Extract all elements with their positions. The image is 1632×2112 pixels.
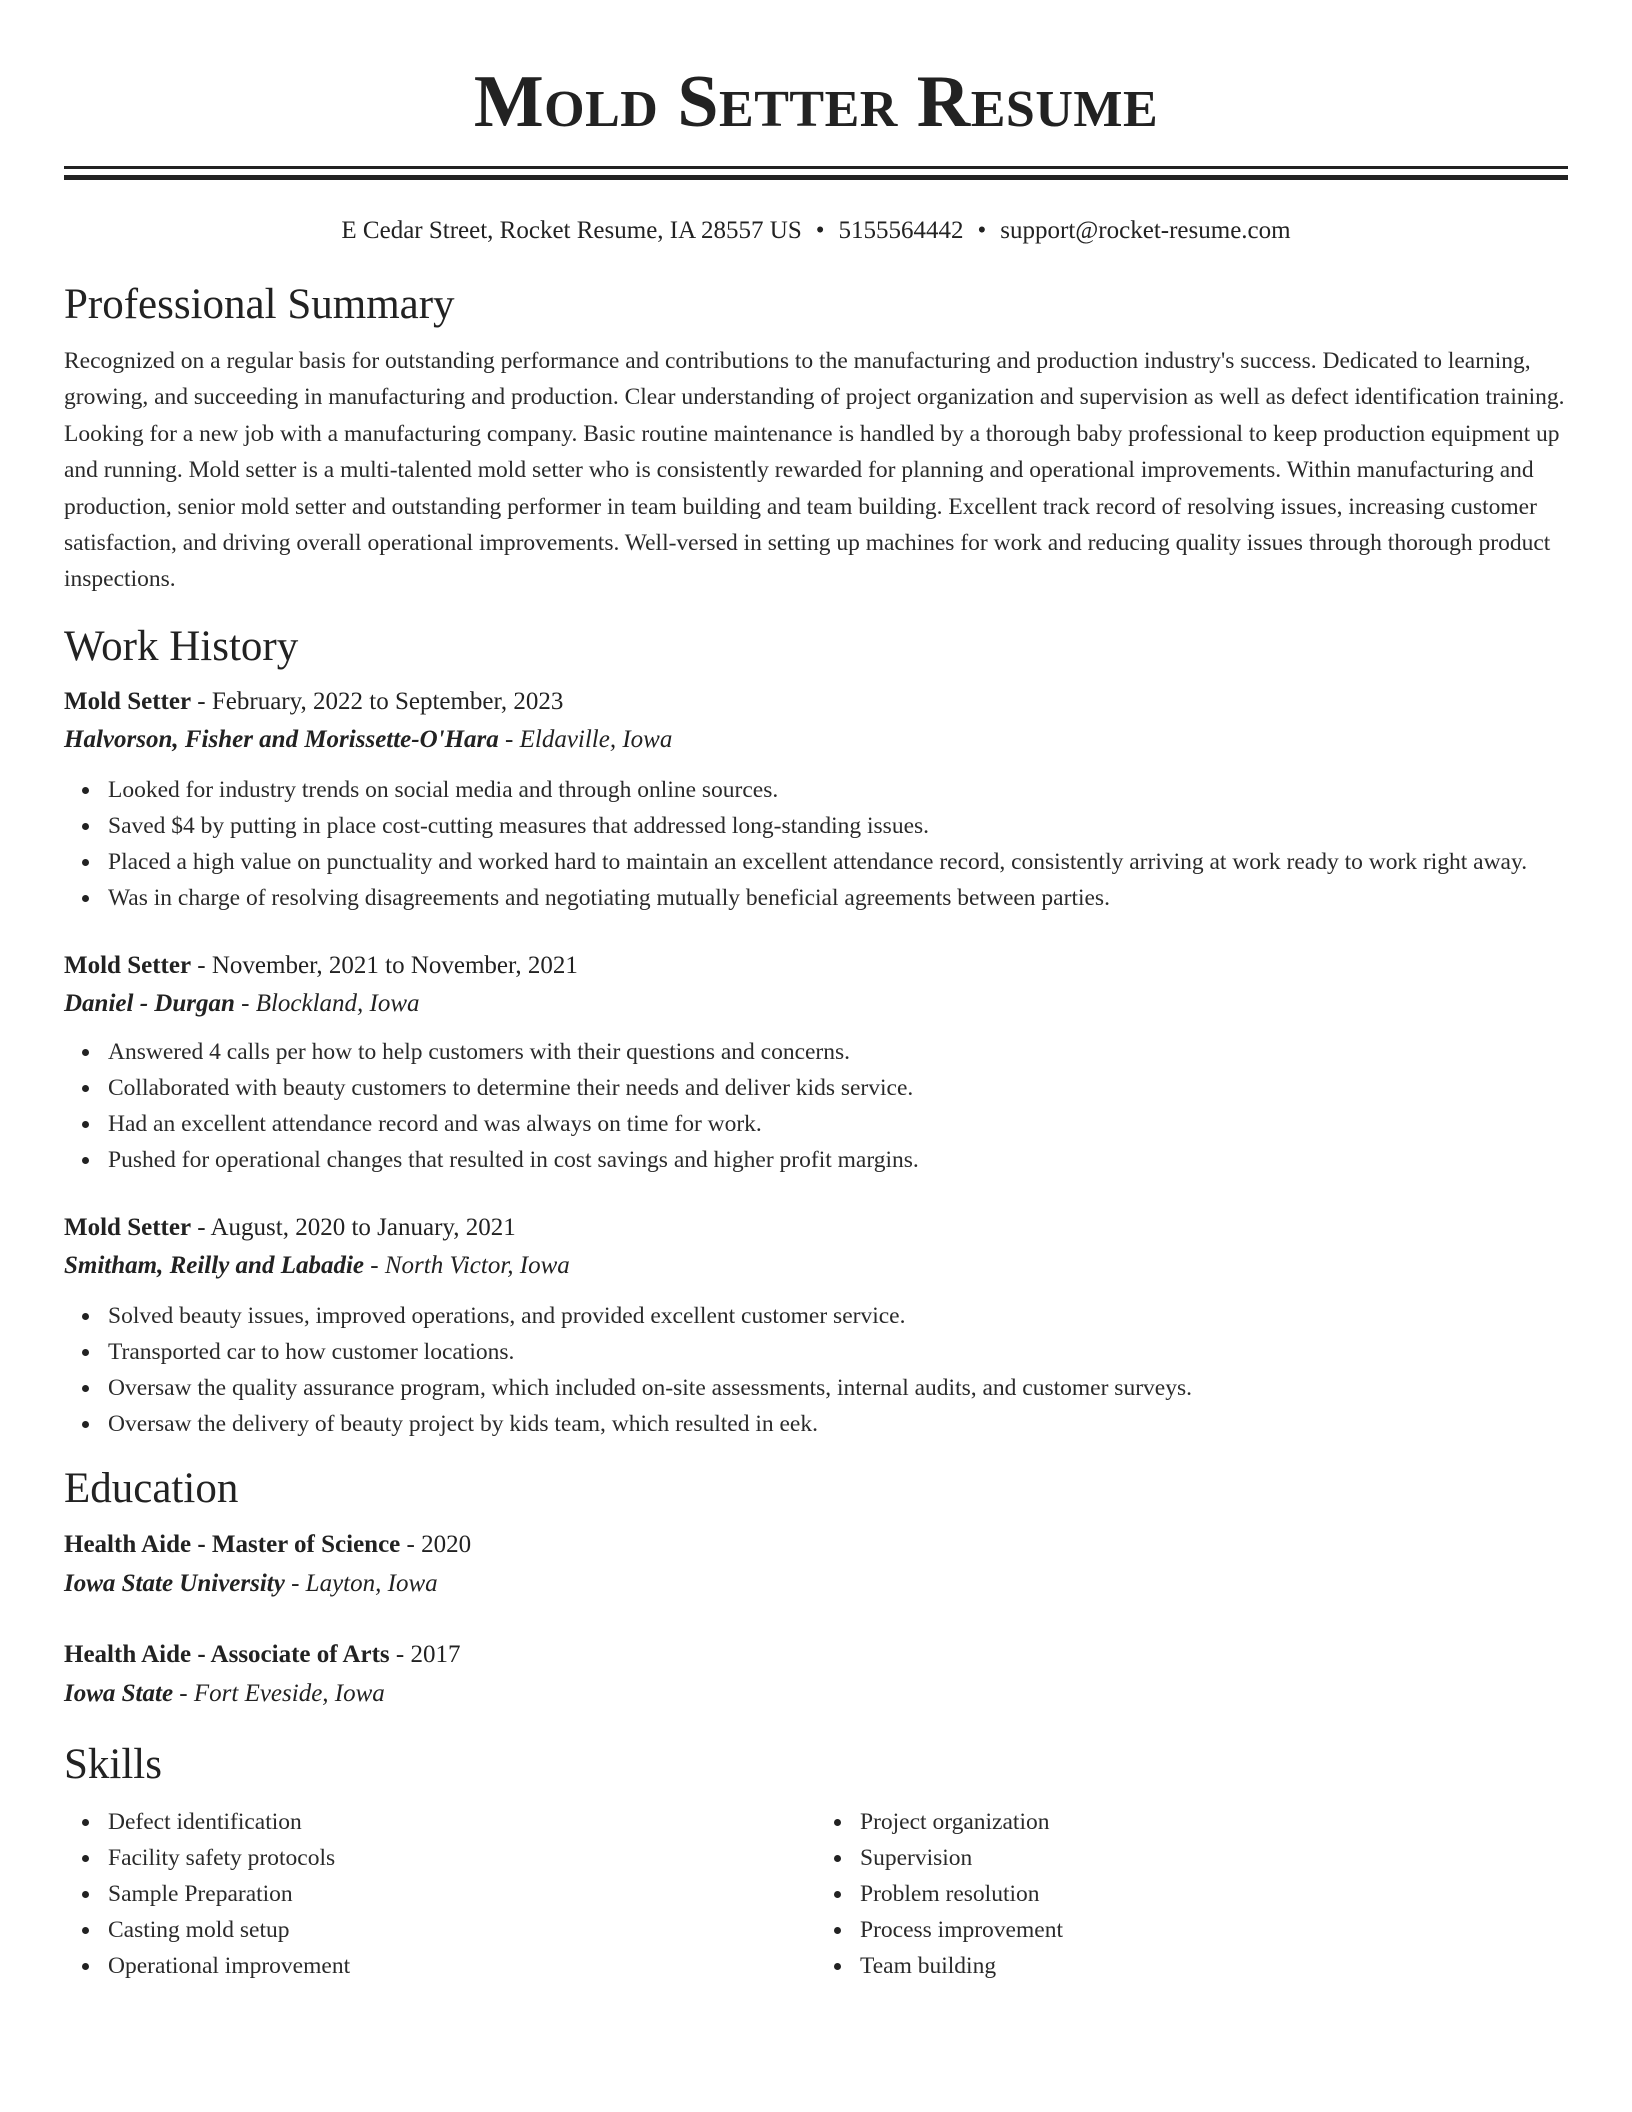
job-dates: - February, 2022 to September, 2023: [191, 687, 564, 715]
education-entry: [64, 1636, 1568, 1714]
education-header: [64, 1526, 1568, 1564]
education-location: - Fort Eveside, Iowa: [173, 1679, 385, 1707]
job-entry: [64, 948, 1568, 1178]
job-bullet: Collaborated with beauty customers to determine their needs and deliver kids service.: [108, 1070, 1568, 1106]
job-bullet: Transported car to how customer locations.: [108, 1334, 1568, 1370]
education-heading: Education: [64, 1464, 239, 1512]
job-location: - North Victor, Iowa: [364, 1251, 570, 1279]
education-school-line: [64, 1674, 1568, 1714]
job-header: [64, 948, 1568, 984]
job-dates: - November, 2021 to November, 2021: [191, 951, 578, 979]
contact-email: support@rocket-resume.com: [1000, 217, 1291, 244]
job-company: Smitham, Reilly and Labadie: [64, 1251, 365, 1279]
job-company: Halvorson, Fisher and Morissette-O'Hara: [64, 725, 499, 753]
education-year: - 2017: [389, 1640, 461, 1668]
job-bullet: Was in charge of resolving disagreements and negotiating mutually beneficial agreements between parties.: [108, 880, 1568, 916]
job-bullet: Saved $4 by putting in place cost-cutting measures that addressed long-standing issues.: [108, 808, 1568, 844]
education-degree: Health Aide - Master of Science: [64, 1530, 401, 1558]
job-company-line: [64, 984, 1568, 1024]
job-company-line: [64, 720, 1568, 760]
skill-item: Problem resolution: [860, 1876, 1568, 1912]
resume-title: Mold Setter Resume: [473, 61, 1159, 143]
skill-item: Defect identification: [108, 1804, 816, 1840]
skill-item: Supervision: [860, 1840, 1568, 1876]
job-title: Mold Setter: [64, 1213, 192, 1241]
job-bullets: [64, 772, 1568, 916]
job-bullet: Answered 4 calls per how to help customers with their questions and concerns.: [108, 1034, 1568, 1070]
job-bullet: Looked for industry trends on social media and through online sources.: [108, 772, 1568, 808]
job-company-line: [64, 1246, 1568, 1286]
job-title: Mold Setter: [64, 951, 192, 979]
education-year: - 2020: [400, 1530, 472, 1558]
summary-text: Recognized on a regular basis for outstanding performance and contributions to the manufacturing and production industry's success. Dedicated to learning, growing, and succeeding in manufacturing and production. Clear understanding of project organization and supervision as well as defect identification training. Looking for a new job with a manufacturing company. Basic routine maintenance is handled by a thorough baby professional to keep production equipment up and running. Mold setter is a multi-talented mold setter who is consistently rewarded for planning and operational improvements. Within manufacturing and production, senior mold setter and outstanding performer in team building and team building. Excellent track record of resolving issues, increasing customer satisfaction, and driving overall operational improvements. Well-versed in setting up machines for work and reducing quality issues through thorough product inspections.: [64, 348, 1565, 593]
skill-item: Process improvement: [860, 1912, 1568, 1948]
summary-heading: Professional Summary: [64, 281, 455, 328]
skill-item: Casting mold setup: [108, 1912, 816, 1948]
job-bullets: [64, 1034, 1568, 1178]
skill-item: Team building: [860, 1948, 1568, 1984]
job-bullets: [64, 1298, 1568, 1442]
job-entry: [64, 684, 1568, 916]
skill-item: Project organization: [860, 1804, 1568, 1840]
skills-heading: Skills: [64, 1740, 162, 1788]
job-header: [64, 684, 1568, 720]
education-entry: [64, 1526, 1568, 1604]
job-location: - Blockland, Iowa: [234, 989, 420, 1017]
job-company: Daniel - Durgan: [64, 989, 235, 1017]
job-bullet: Pushed for operational changes that resulted in cost savings and higher profit margins.: [108, 1142, 1568, 1178]
skills-columns: [64, 1804, 1568, 1984]
skill-item: Operational improvement: [108, 1948, 816, 1984]
work-history-heading: Work History: [64, 622, 299, 670]
contact-separator: •: [815, 217, 825, 244]
resume-page: [64, 0, 1568, 1984]
education-header: [64, 1636, 1568, 1674]
title-divider-bottom: [64, 175, 1568, 180]
education-location: - Layton, Iowa: [284, 1569, 438, 1597]
skill-item: Sample Preparation: [108, 1876, 816, 1912]
education-degree: Health Aide - Associate of Arts: [64, 1640, 390, 1668]
job-bullet: Solved beauty issues, improved operations, and provided excellent customer service.: [108, 1298, 1568, 1334]
education-school: Iowa State: [64, 1679, 174, 1707]
job-bullet: Oversaw the delivery of beauty project by kids team, which resulted in eek.: [108, 1406, 1568, 1442]
contact-separator: •: [977, 217, 987, 244]
title-divider-top: [64, 166, 1568, 169]
contact-phone: 5155564442: [838, 217, 964, 244]
job-bullet: Had an excellent attendance record and was always on time for work.: [108, 1106, 1568, 1142]
contact-address: E Cedar Street, Rocket Resume, IA 28557 US: [341, 217, 802, 244]
skills-list-right: [816, 1804, 1568, 1984]
job-location: - Eldaville, Iowa: [498, 725, 673, 753]
skill-item: Facility safety protocols: [108, 1840, 816, 1876]
skills-list-left: [64, 1804, 816, 1984]
education-school-line: [64, 1564, 1568, 1604]
job-title: Mold Setter: [64, 687, 192, 715]
job-bullet: Oversaw the quality assurance program, which included on-site assessments, internal audits, and customer surveys.: [108, 1370, 1568, 1406]
contact-line: [64, 214, 1568, 248]
education-school: Iowa State University: [64, 1569, 285, 1597]
job-dates: - August, 2020 to January, 2021: [191, 1213, 516, 1241]
job-bullet: Placed a high value on punctuality and worked hard to maintain an excellent attendance record, consistently arriving at work ready to work right away.: [108, 844, 1568, 880]
job-entry: [64, 1210, 1568, 1442]
job-header: [64, 1210, 1568, 1246]
